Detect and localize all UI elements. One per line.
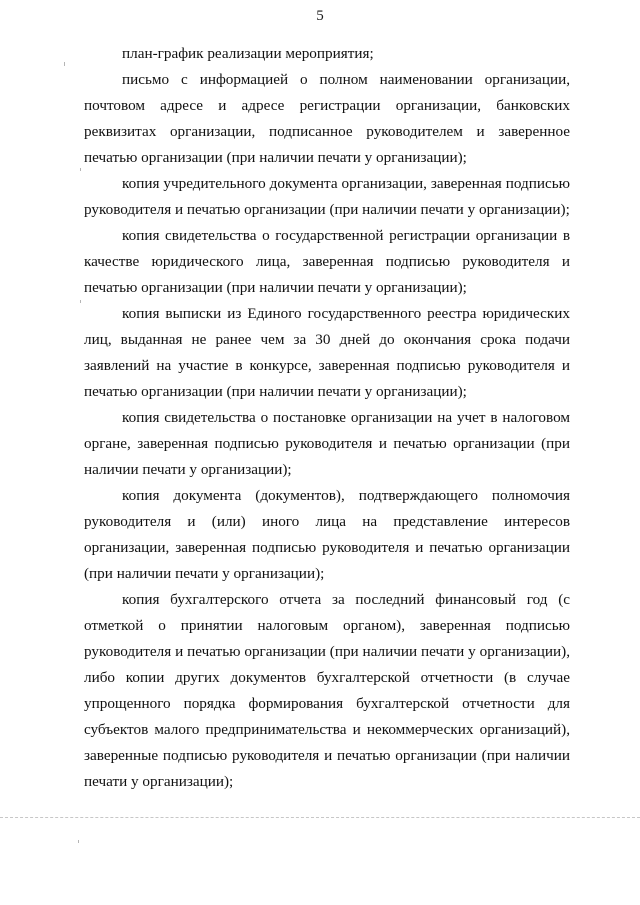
scan-speck <box>64 62 65 66</box>
document-body <box>84 41 570 795</box>
paragraph-authority-document-copy: копия документа (документов), подтверждающего полномочия руководителя и (или) иного лица на представление интересов организации, заверенная подписью руководителя и печатью организации (при наличии печати у организации); <box>84 487 570 582</box>
paragraph-information-letter: письмо с информацией о полном наименовании организации, почтовом адресе и адресе регистрации организации, банковских реквизитах организации, подписанное руководителем и заверенное печатью организации (при наличии печати у организации); <box>84 71 570 166</box>
scan-artifact-line <box>0 817 640 818</box>
scan-speck <box>78 840 79 843</box>
paragraph-accounting-report-copy: копия бухгалтерского отчета за последний финансовый год (с отметкой о принятии налоговым органом), заверенная подписью руководителя и печатью организации (при наличии печати у организации), либо копии других документов бухгалтерской отчетности (в случае упрощенного порядка формирования бухгалтерской отчетности для субъектов малого предпринимательства и некоммерческих организаций), заверенные подписью руководителя и печатью организации (при наличии печати у организации); <box>84 591 570 790</box>
page-number: 5 <box>316 8 324 24</box>
paragraph-egrul-extract-copy: копия выписки из Единого государственного реестра юридических лиц, выданная не ранее чем за 30 дней до окончания срока подачи заявлений на участие в конкурсе, заверенная подписью руководителя и печатью организации (при наличии печати у организации); <box>84 305 570 400</box>
paragraph-founding-document-copy: копия учредительного документа организации, заверенная подписью руководителя и печатью организации (при наличии печати у организации); <box>84 175 570 218</box>
scan-speck <box>80 300 81 303</box>
paragraph-registration-certificate-copy: копия свидетельства о государственной регистрации организации в качестве юридического лица, заверенная подписью руководителя и печатью организации (при наличии печати у организации); <box>84 227 570 296</box>
paragraph-tax-registration-copy: копия свидетельства о постановке организации на учет в налоговом органе, заверенная подписью руководителя и печатью организации (при наличии печати у организации); <box>84 409 570 478</box>
paragraph-plan-schedule: план-график реализации мероприятия; <box>122 45 374 62</box>
scan-speck <box>80 168 81 171</box>
